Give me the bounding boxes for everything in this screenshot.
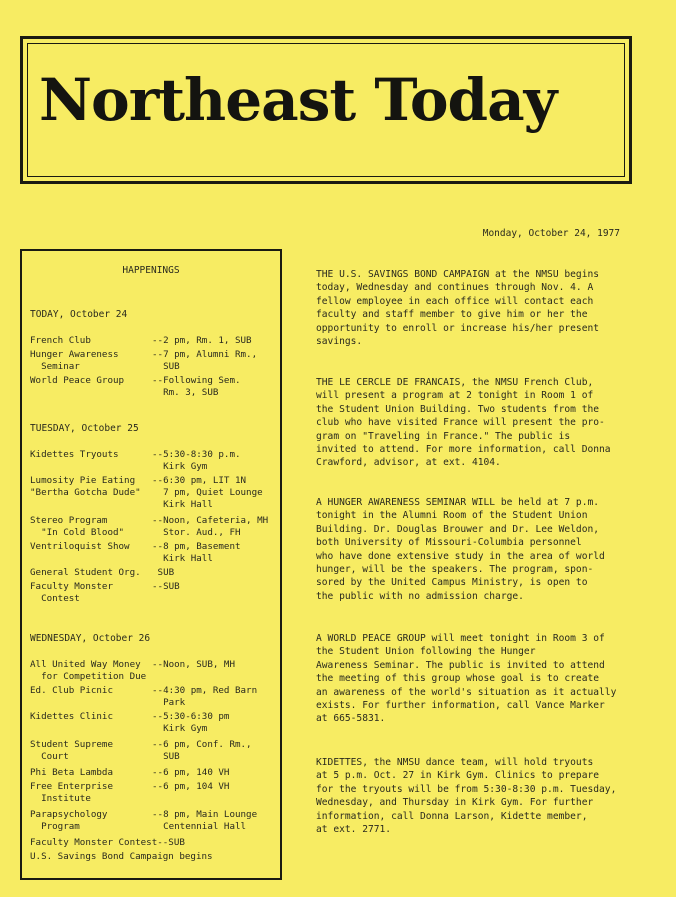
article-line: today, Wednesday and continues through Nov. 4. A	[316, 282, 594, 294]
event-detail: SUB	[152, 567, 175, 578]
event-detail: --Noon, SUB, MH	[152, 659, 235, 670]
article-line: fellow employee in each office will contact each	[316, 295, 594, 307]
event-detail: --5:30-8:30 p.m. Kirk Gym	[152, 449, 241, 472]
article-line: Building. Dr. Douglas Brouwer and Dr. Lee Weldon,	[316, 523, 600, 535]
article-line: who have done extensive study in the area of world	[316, 550, 605, 562]
article-line: at ext. 2771.	[316, 824, 392, 836]
article-line: the meeting of this group whose goal is to create	[316, 673, 600, 685]
article-line: A WORLD PEACE GROUP will meet tonight in Room 3 of	[316, 633, 605, 644]
article-line: THE U.S. SAVINGS BOND CAMPAIGN at the NMSU begins	[316, 269, 600, 280]
event-name: Parapsychology Program	[30, 809, 108, 832]
event-name: Kidettes Clinic	[30, 711, 113, 722]
event-detail: --5:30-6:30 pm Kirk Gym	[152, 711, 230, 734]
article-savings-bond	[316, 268, 646, 348]
article-line: gram on "Traveling in France." The public is	[316, 430, 571, 442]
masthead-title: Northeast Today	[39, 66, 557, 134]
event-name: Phi Beta Lambda	[30, 767, 113, 778]
event-name: Lumosity Pie Eating "Bertha Gotcha Dude"	[30, 475, 141, 498]
event-detail: --Following Sem. Rm. 3, SUB	[152, 375, 241, 398]
article-line: A HUNGER AWARENESS SEMINAR WILL be held at 7 p.m.	[316, 497, 600, 508]
event-detail: --6 pm, 140 VH	[152, 767, 230, 778]
article-line: invited to attend. For more information, call Donna	[316, 444, 611, 456]
event-name: Stereo Program "In Cold Blood"	[30, 515, 125, 538]
footer-event: U.S. Savings Bond Campaign begins	[30, 851, 213, 862]
event-name: All United Way Money for Competition Due	[30, 659, 147, 682]
article-line: tonight in the Alumni Room of the Student Union	[316, 510, 588, 522]
article-line: at 5 p.m. Oct. 27 in Kirk Gym. Clinics to prepare	[316, 770, 600, 782]
article-hunger-seminar	[316, 496, 646, 603]
event-name: Kidettes Tryouts	[30, 449, 119, 460]
event-detail: --6 pm, Conf. Rm., SUB	[152, 739, 252, 762]
happenings-sidebar	[20, 249, 282, 880]
event-detail: --4:30 pm, Red Barn Park	[152, 685, 258, 708]
article-line: THE LE CERCLE DE FRANCAIS, the NMSU French Club,	[316, 377, 594, 388]
event-detail: --7 pm, Alumni Rm., SUB	[152, 349, 258, 372]
article-line: information, call Donna Larson, Kidette member,	[316, 810, 588, 822]
article-line: the Student Union Building. Two students from the	[316, 403, 600, 415]
article-kidettes	[316, 756, 646, 836]
article-line: Crawford, advisor, at ext. 4104.	[316, 457, 501, 469]
event-name: General Student Org.	[30, 567, 141, 578]
day-heading: TUESDAY, October 25	[30, 423, 139, 434]
article-line: Wednesday, and Thursday in Kirk Gym. For further	[316, 797, 594, 809]
article-line: the Student Union following the Hunger	[316, 646, 536, 658]
masthead-frame	[20, 36, 632, 184]
event-name: Free Enterprise Institute	[30, 781, 113, 804]
event-detail: --Noon, Cafeteria, MH Stor. Aud., FH	[152, 515, 269, 538]
article-line: savings.	[316, 336, 363, 348]
event-name: French Club	[30, 335, 91, 346]
article-line: opportunity to enroll or increase his/her present	[316, 322, 600, 334]
article-line: both University of Missouri-Columbia personnel	[316, 537, 582, 549]
event-name: Student Supreme Court	[30, 739, 113, 762]
article-line: exists. For further information, call Vance Marker	[316, 700, 605, 712]
event-detail: --SUB	[152, 581, 180, 592]
article-line: an awareness of the world's situation as it actually	[316, 686, 617, 698]
event-name: Faculty Monster Contest	[30, 581, 113, 604]
event-detail: --8 pm, Basement Kirk Hall	[152, 541, 241, 564]
event-name: Ventriloquist Show	[30, 541, 130, 552]
day-heading: TODAY, October 24	[30, 309, 128, 320]
article-line: KIDETTES, the NMSU dance team, will hold tryouts	[316, 757, 594, 768]
article-line: sored by the United Campus Ministry, is open to	[316, 577, 588, 589]
event-name: Ed. Club Picnic	[30, 685, 113, 696]
article-line: for the tryouts will be from 5:30-8:30 p.m. Tuesday,	[316, 783, 617, 795]
day-heading: WEDNESDAY, October 26	[30, 633, 151, 644]
article-line: club who have visited France will present the pro-	[316, 417, 605, 429]
article-line: will present a program at 2 tonight in Room 1 of	[316, 390, 594, 402]
article-line: the public with no admission charge.	[316, 590, 524, 602]
article-world-peace	[316, 632, 646, 726]
event-detail: --6:30 pm, LIT 1N 7 pm, Quiet Lounge Kirk Hall	[152, 475, 263, 510]
article-french-club	[316, 376, 646, 470]
event-detail: --2 pm, Rm. 1, SUB	[152, 335, 252, 346]
event-detail: --8 pm, Main Lounge Centennial Hall	[152, 809, 258, 832]
date-line: Monday, October 24, 1977	[482, 228, 620, 239]
article-line: Awareness Seminar. The public is invited to attend	[316, 659, 605, 671]
article-line: hunger, will be the speakers. The program, spon-	[316, 564, 594, 576]
article-line: faculty and staff member to give him or her the	[316, 309, 588, 321]
article-line: at 665-5831.	[316, 713, 386, 725]
footer-event: Faculty Monster Contest--SUB	[30, 837, 185, 848]
event-name: Hunger Awareness Seminar	[30, 349, 119, 372]
sidebar-heading: HAPPENINGS	[122, 265, 180, 276]
event-name: World Peace Group	[30, 375, 125, 386]
event-detail: --6 pm, 104 VH	[152, 781, 230, 792]
